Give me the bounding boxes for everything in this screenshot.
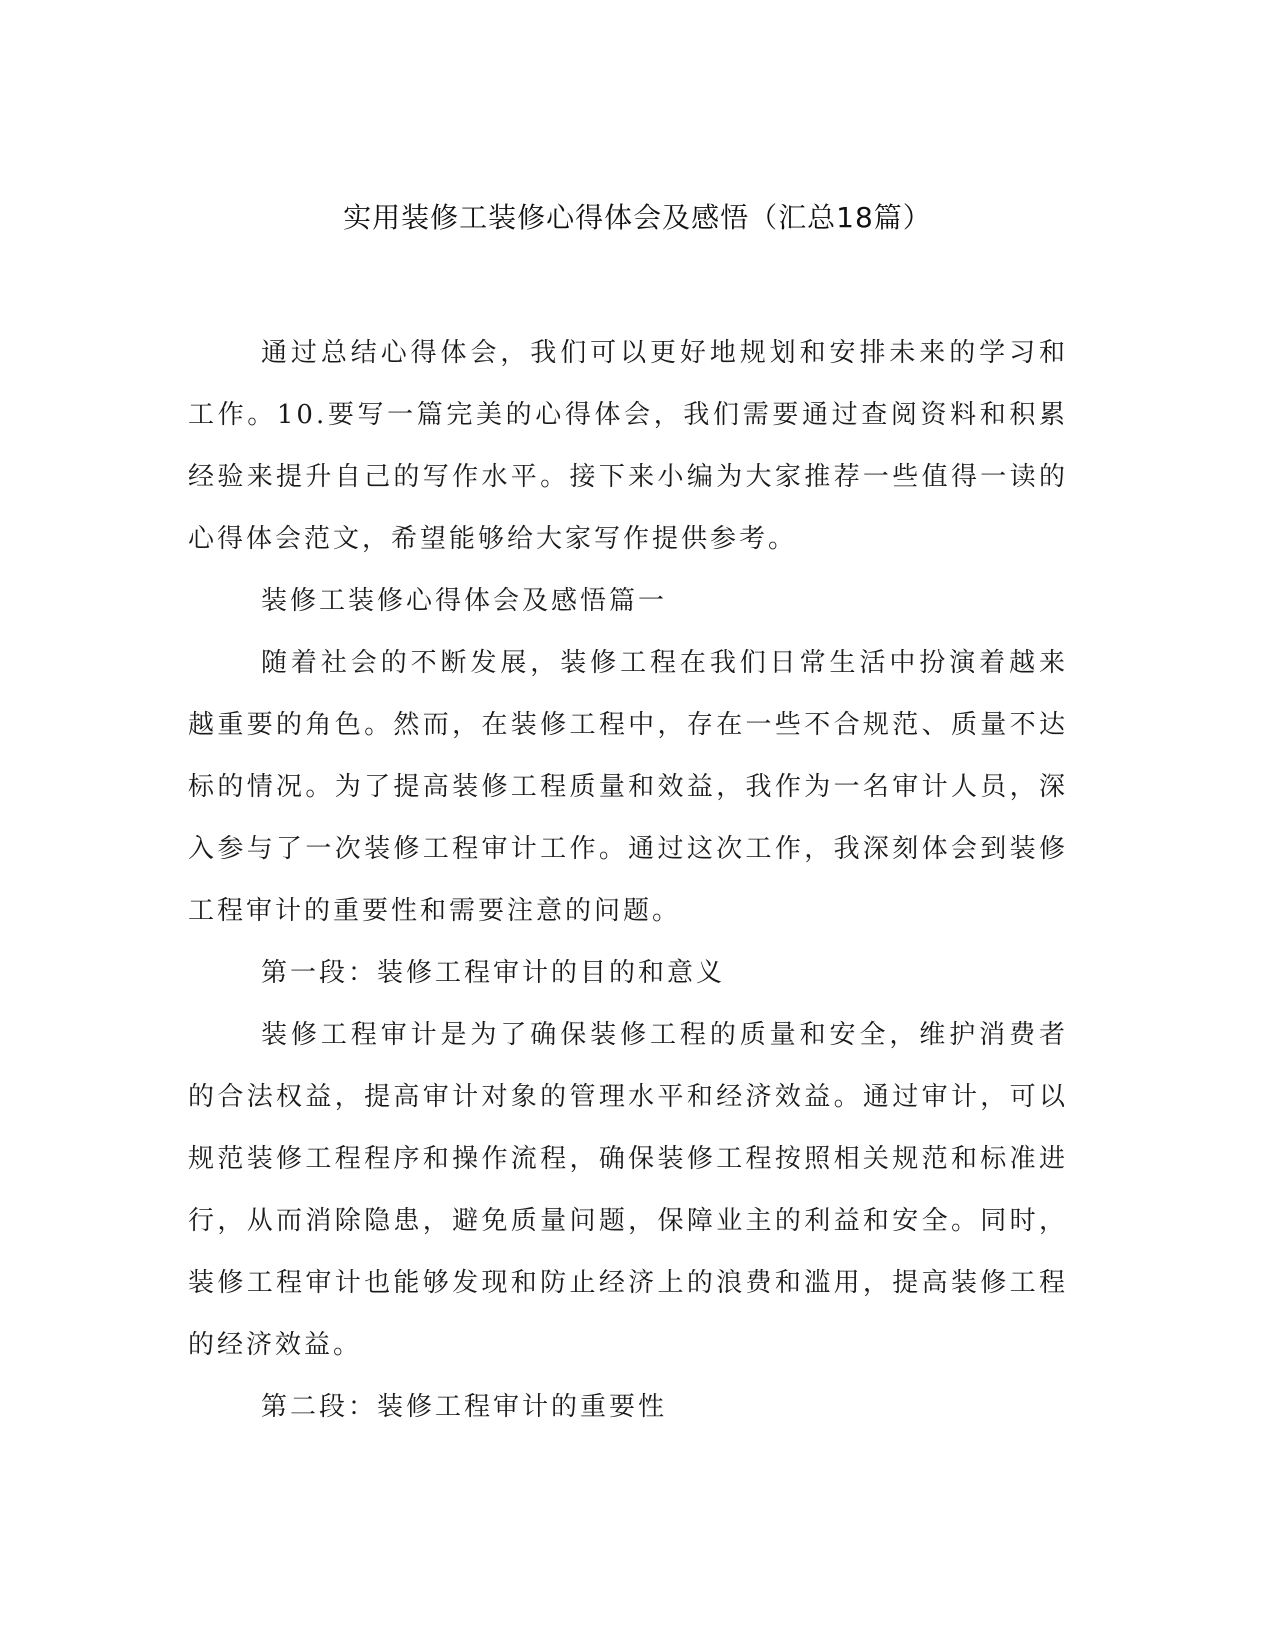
section-heading-first: 第一段：装修工程审计的目的和意义 bbox=[261, 958, 726, 988]
document-body bbox=[188, 322, 1068, 1438]
body-paragraph: 随着社会的不断发展，装修工程在我们日常生活中扮演着越来越重要的角色。然而，在装修工程中，存在一些不合规范、质量不达标的情况。为了提高装修工程质量和效益，我作为一名审计人员，深入参与了一次装修工程审计工作。通过这次工作，我深刻体会到装修工程审计的重要性和需要注意的问题。 bbox=[188, 648, 1068, 926]
body-paragraph: 装修工程审计是为了确保装修工程的质量和安全，维护消费者的合法权益，提高审计对象的管理水平和经济效益。通过审计，可以规范装修工程程序和操作流程，确保装修工程按照相关规范和标准进行，从而消除隐患，避免质量问题，保障业主的利益和安全。同时，装修工程审计也能够发现和防止经济上的浪费和滥用，提高装修工程的经济效益。 bbox=[188, 1020, 1068, 1360]
intro-paragraph: 通过总结心得体会，我们可以更好地规划和安排未来的学习和工作。10.要写一篇完美的心得体会，我们需要通过查阅资料和积累经验来提升自己的写作水平。接下来小编为大家推荐一些值得一读的心得体会范文，希望能够给大家写作提供参考。 bbox=[188, 338, 1068, 554]
section-heading-part-one: 装修工装修心得体会及感悟篇一 bbox=[261, 586, 668, 616]
section-heading-second: 第二段：装修工程审计的重要性 bbox=[261, 1392, 668, 1422]
document-title: 实用装修工装修心得体会及感悟（汇总18篇） bbox=[343, 201, 932, 234]
